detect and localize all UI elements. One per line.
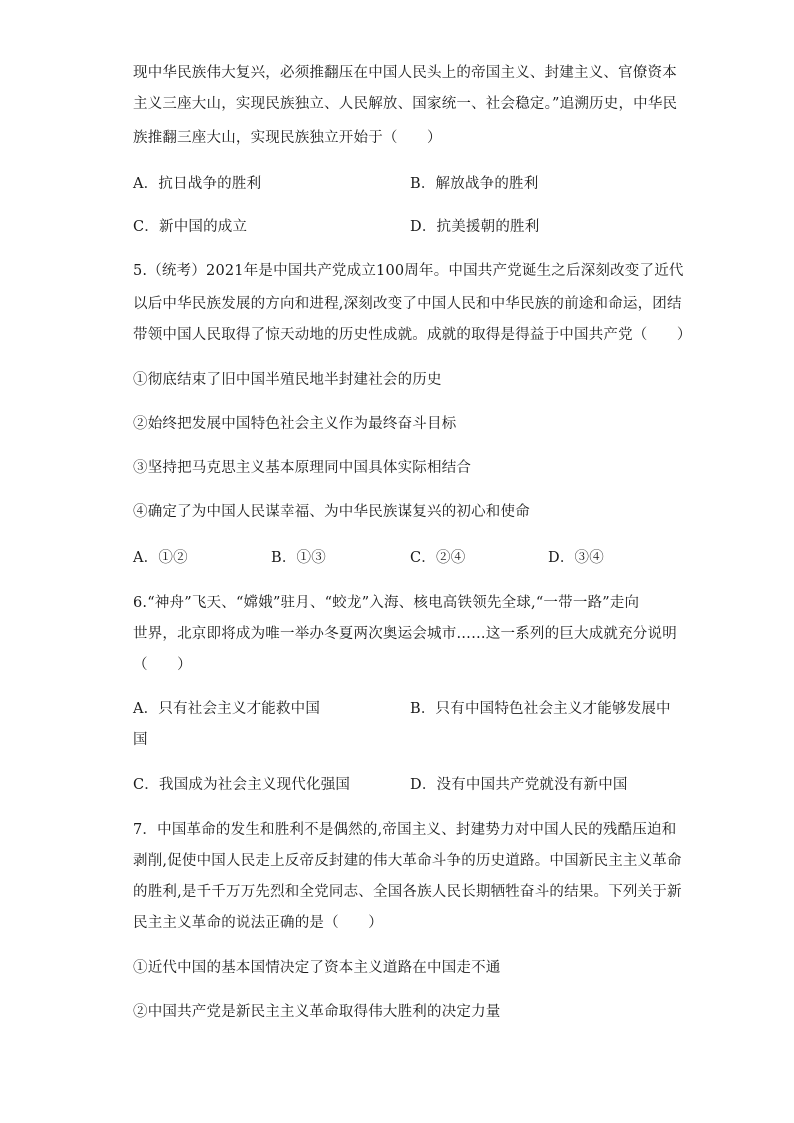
q6-line-3: （ ） [133, 657, 192, 673]
q5-option-b: B．①③ [271, 550, 326, 566]
q4-option-a: A．抗日战争的胜利 [133, 176, 262, 192]
q6-option-b: B．只有中国特色社会主义才能够发展中 [410, 701, 671, 717]
q5-line-1: 5.（统考）2021年是中国共产党成立100周年。中国共产党诞生之后深刻改变了近代 [133, 263, 684, 279]
q7-line-2: 剥削,促使中国人民走上反帝反封建的伟大革命斗争的历史道路。中国新民主主义革命 [133, 853, 682, 869]
q7-line-4: 民主主义革命的说法正确的是（ ） [133, 915, 383, 931]
q6-option-c: C．我国成为社会主义现代化强国 [133, 777, 351, 793]
q4-line-1: 现中华民族伟大复兴，必须推翻压在中国人民头上的帝国主义、封建主义、官僚资本 [133, 65, 677, 81]
q6-line-2: 世界，北京即将成为唯一举办冬夏两次奥运会城市……这一系列的巨大成就充分说明 [133, 626, 677, 642]
q4-option-c: C．新中国的成立 [133, 219, 248, 235]
q5-line-3: 带领中国人民取得了惊天动地的历史性成就。成就的取得是得益于中国共产党（ ） [133, 327, 692, 343]
q5-statement-2: ②始终把发展中国特色社会主义作为最终奋斗目标 [133, 416, 457, 432]
q7-line-1: 7．中国革命的发生和胜利不是偶然的,帝国主义、封建势力对中国人民的残酷压迫和 [133, 822, 677, 838]
q5-statement-1: ①彻底结束了旧中国半殖民地半封建社会的历史 [133, 372, 442, 388]
q5-option-d: D．③④ [548, 550, 604, 566]
q6-option-d: D．没有中国共产党就没有新中国 [410, 777, 628, 793]
q7-statement-2: ②中国共产党是新民主主义革命取得伟大胜利的决定力量 [133, 1004, 501, 1020]
q5-option-c: C．②④ [410, 550, 466, 566]
q4-line-2: 主义三座大山，实现民族独立、人民解放、国家统一、社会稳定。”追溯历史，中华民 [133, 96, 678, 112]
q6-line-1: 6.“神舟”飞天、“嫦娥”驻月、“蛟龙”入海、核电高铁领先全球,“一带一路”走向 [133, 595, 640, 611]
q4-option-b: B．解放战争的胜利 [410, 176, 539, 192]
q6-option-a: A．只有社会主义才能救中国 [133, 701, 321, 717]
q4-line-3: 族推翻三座大山，实现民族独立开始于（ ） [133, 130, 442, 146]
q4-option-d: D．抗美援朝的胜利 [410, 219, 540, 235]
q6-option-b-continuation: 国 [133, 732, 148, 748]
q5-line-2: 以后中华民族发展的方向和进程,深刻改变了中国人民和中华民族的前途和命运，团结 [133, 296, 682, 312]
q5-statement-4: ④确定了为中国人民谋幸福、为中华民族谋复兴的初心和使命 [133, 504, 530, 520]
q5-option-a: A．①② [133, 550, 188, 566]
q7-line-3: 的胜利,是千千万万先烈和全党同志、全国各族人民长期牺牲奋斗的结果。下列关于新 [133, 884, 682, 900]
q7-statement-1: ①近代中国的基本国情决定了资本主义道路在中国走不通 [133, 960, 501, 976]
q5-statement-3: ③坚持把马克思主义基本原理同中国具体实际相结合 [133, 460, 472, 476]
